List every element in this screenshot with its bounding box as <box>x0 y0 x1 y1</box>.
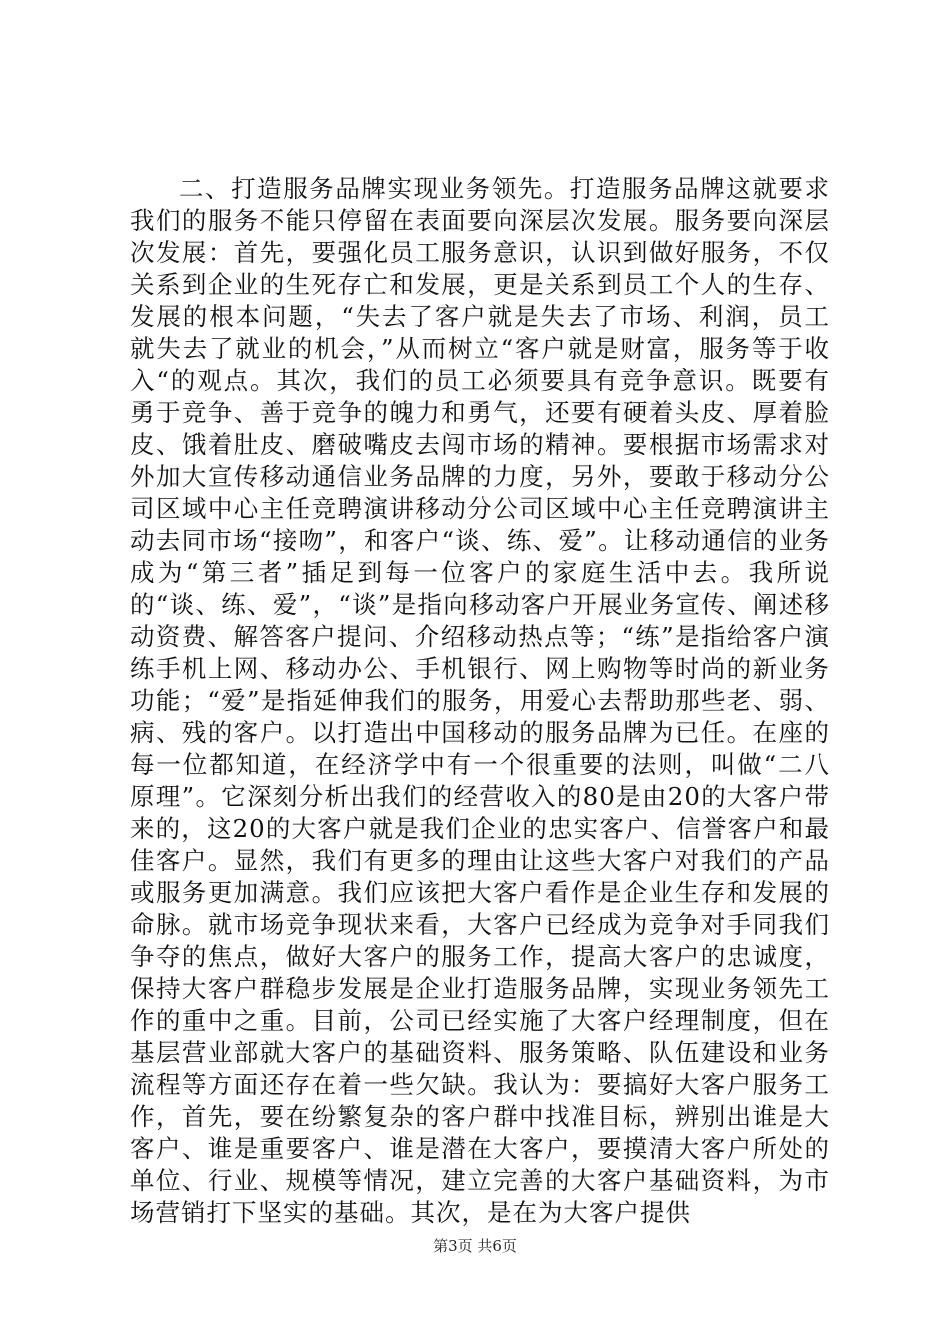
body-paragraph: 二、打造服务品牌实现业务领先。打造服务品牌这就要求我们的服务不能只停留在表面要向深层次发展。服务要向深层次发展：首先，要强化员工服务意识，认识到做好服务，不仅关系到企业的生死存亡和发展，更是关系到员工个人的生存、发展的根本问题，“失去了客户就是失去了市场、利润，员工就失去了就业的机会，”从而树立“客户就是财富，服务等于收入“的观点。其次，我们的员工必须要具有竞争意识。既要有勇于竞争、善于竞争的魄力和勇气，还要有硬着头皮、厚着脸皮、饿着肚皮、磨破嘴皮去闯市场的精神。要根据市场需求对外加大宣传移动通信业务品牌的力度，另外，要敢于移动分公司区域中心主任竞聘演讲移动分公司区域中心主任竞聘演讲主动去同市场“接吻”，和客户“谈、练、爱”。让移动通信的业务成为“第三者”插足到每一位客户的家庭生活中去。我所说的“谈、练、爱”，“谈”是指向移动客户开展业务宣传、阐述移动资费、解答客户提问、介绍移动热点等；“练”是指给客户演练手机上网、移动办公、手机银行、网上购物等时尚的新业务功能；“爱”是指延伸我们的服务，用爱心去帮助那些老、弱、病、残的客户。以打造出中国移动的服务品牌为已任。在座的每一位都知道，在经济学中有一个很重要的法则，叫做“二八原理”。它深刻分析出我们的经营收入的80是由20的大客户带来的，这20的大客户就是我们企业的忠实客户、信誉客户和最佳客户。显然，我们有更多的理由让这些大客户对我们的产品或服务更加满意。我们应该把大客户看作是企业生存和发展的命脉。就市场竞争现状来看，大客户已经成为竞争对手同我们争夺的焦点，做好大客户的服务工作，提高大客户的忠诚度，保持大客户群稳步发展是企业打造服务品牌，实现业务领先工作的重中之重。目前，公司已经实施了大客户经理制度，但在基层营业部就大客户的基础资料、服务策略、队伍建设和业务流程等方面还存在着一些欠缺。我认为：要搞好大客户服务工作，首先，要在纷繁复杂的客户群中找准目标，辨别出谁是大客户、谁是重要客户、谁是潜在大客户，要摸清大客户所处的单位、行业、规模等情况，建立完善的大客户基础资料，为市场营销打下坚实的基础。其次，是在为大客户提供 <box>130 174 830 1227</box>
page-number-footer: 第3页 共6页 <box>433 1237 517 1255</box>
